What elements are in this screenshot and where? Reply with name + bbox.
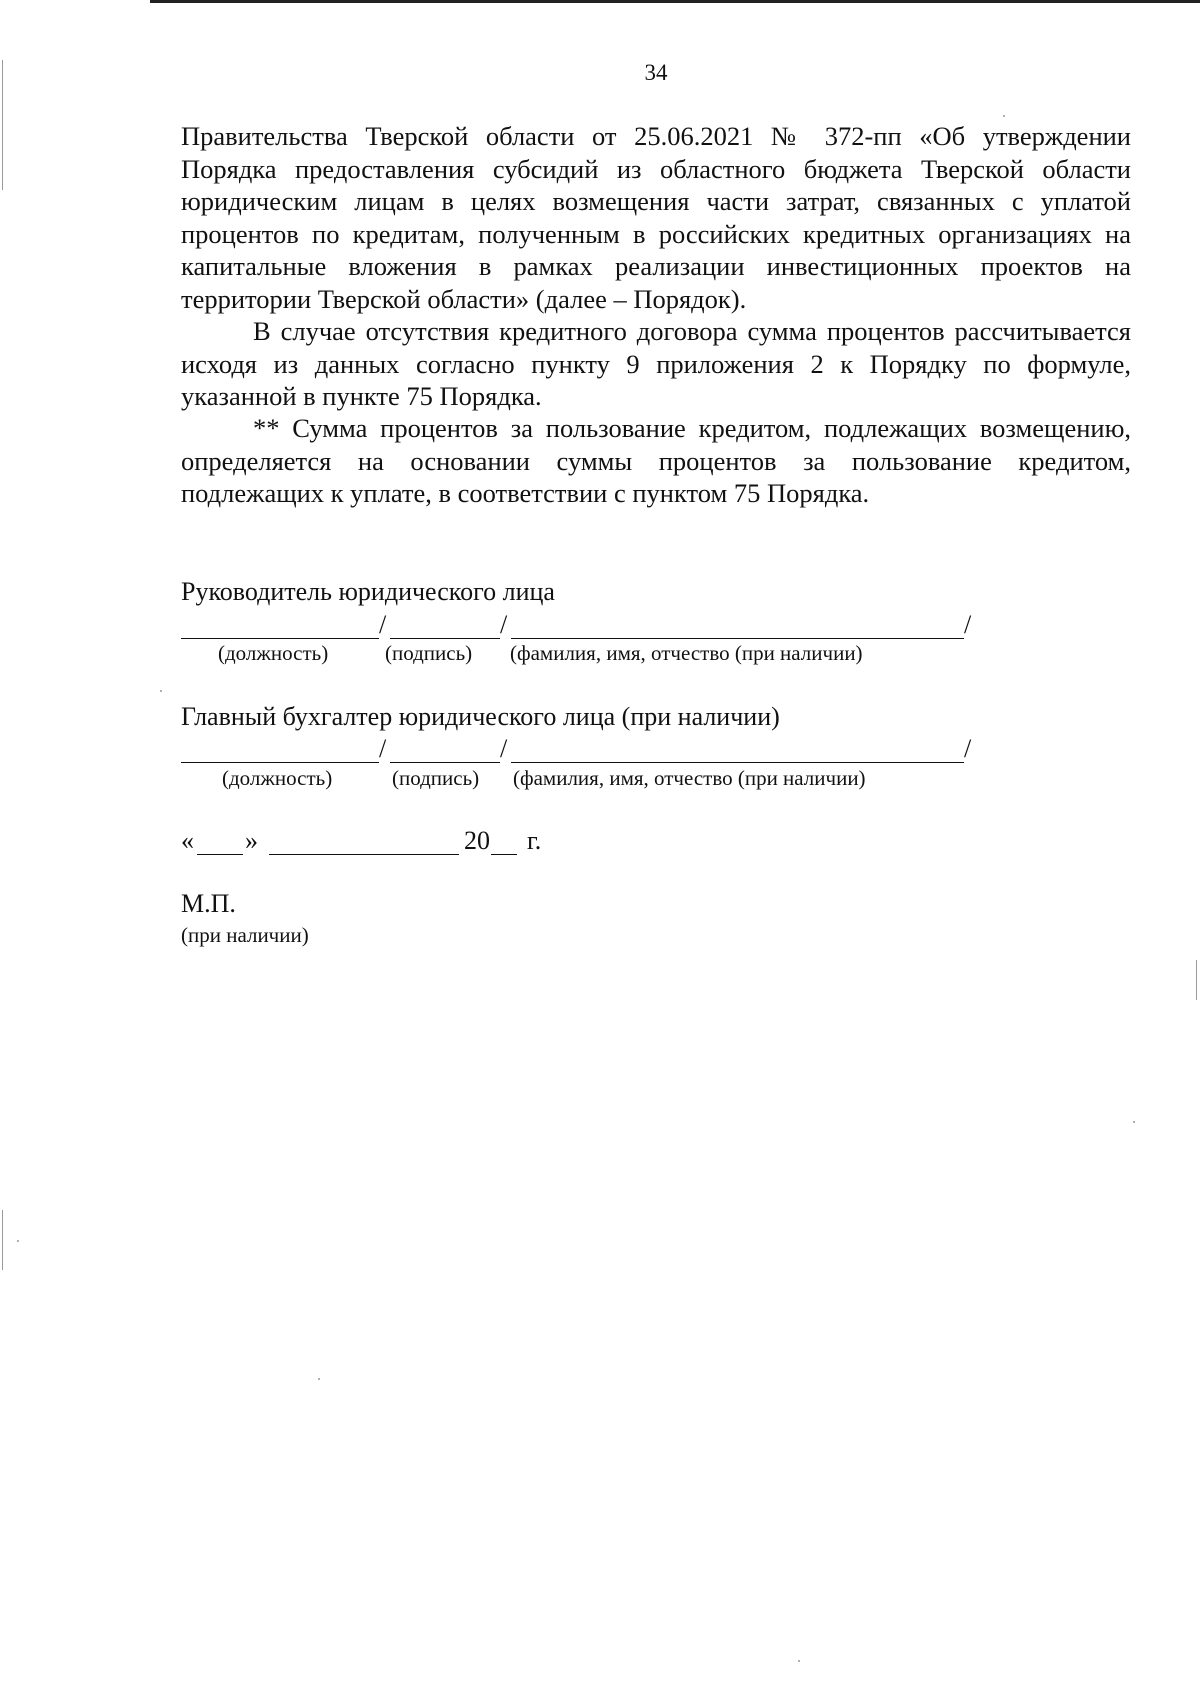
separator-slash: / — [964, 734, 972, 763]
caption-position: (должность) — [222, 766, 333, 790]
page-number: 34 — [644, 60, 668, 85]
accountant-signature-title: Главный бухгалтер юридического лица (при наличии) — [181, 702, 780, 731]
month-blank[interactable] — [269, 828, 459, 855]
scan-speck — [17, 1240, 19, 1242]
scan-speck — [1003, 115, 1005, 117]
separator-slash: / — [379, 734, 387, 763]
signature-blank[interactable] — [390, 612, 500, 639]
separator-slash: / — [500, 734, 508, 763]
separator-slash: / — [964, 610, 972, 639]
caption-full-name: (фамилия, имя, отчество (при наличии) — [510, 641, 863, 665]
stamp-note: (при наличии) — [181, 923, 309, 947]
paragraph-no-contract — [181, 315, 1131, 413]
separator-slash: / — [500, 610, 508, 639]
year-prefix: 20 — [464, 826, 490, 855]
position-blank[interactable] — [181, 612, 379, 639]
paragraph-text: Правительства Тверской области от 25.06.2021 № 372-пп «Об утверждении Порядка предоставления субсидий из областного бюджета Тверской области юридическим лицам в целях возмещения части затрат, связанных с уплатой процентов по кредитам, полученным в российских кредитных организациях на капитальные вложения в рамках реализации инвестиционных проектов на территории Тверской области» (далее – Порядок). — [181, 121, 1131, 314]
date-open-quote: « — [181, 826, 194, 855]
scan-speck — [1133, 1121, 1135, 1123]
head-signature-line[interactable] — [181, 612, 981, 642]
top-border-line — [150, 0, 1200, 3]
caption-position: (должность) — [218, 641, 329, 665]
day-blank[interactable] — [197, 828, 243, 855]
scan-edge-mark — [1196, 960, 1197, 1000]
full-name-blank[interactable] — [511, 612, 964, 639]
scan-speck — [160, 690, 162, 692]
caption-full-name: (фамилия, имя, отчество (при наличии) — [513, 766, 866, 790]
signature-blank[interactable] — [390, 736, 500, 763]
caption-signature: (подпись) — [392, 766, 480, 790]
stamp-label: М.П. — [181, 889, 236, 918]
year-suffix: г. — [527, 826, 542, 855]
scan-speck — [318, 1378, 320, 1380]
caption-signature: (подпись) — [385, 641, 473, 665]
paragraph-footnote — [181, 412, 1131, 510]
full-name-blank[interactable] — [511, 736, 964, 763]
position-blank[interactable] — [181, 736, 379, 763]
head-signature-title: Руководитель юридического лица — [181, 577, 555, 606]
scan-speck — [798, 1660, 800, 1662]
date-close-quote: » — [245, 826, 258, 855]
separator-slash: / — [379, 610, 387, 639]
paragraph-text: ** Сумма процентов за пользование кредитом, подлежащих возмещению, определяется на основании суммы процентов за пользование кредитом, подлежащих к уплате, в соответствии с пунктом 75 Порядка. — [181, 413, 1131, 508]
paragraph-text: В случае отсутствия кредитного договора сумма процентов рассчитывается исходя из данных согласно пункту 9 приложения 2 к Порядку по формуле, указанной в пункте 75 Порядка. — [181, 316, 1131, 411]
paragraph-intro — [181, 120, 1131, 315]
year-blank[interactable] — [491, 828, 517, 855]
scan-edge-mark — [2, 1210, 3, 1270]
accountant-signature-line[interactable] — [181, 736, 981, 766]
